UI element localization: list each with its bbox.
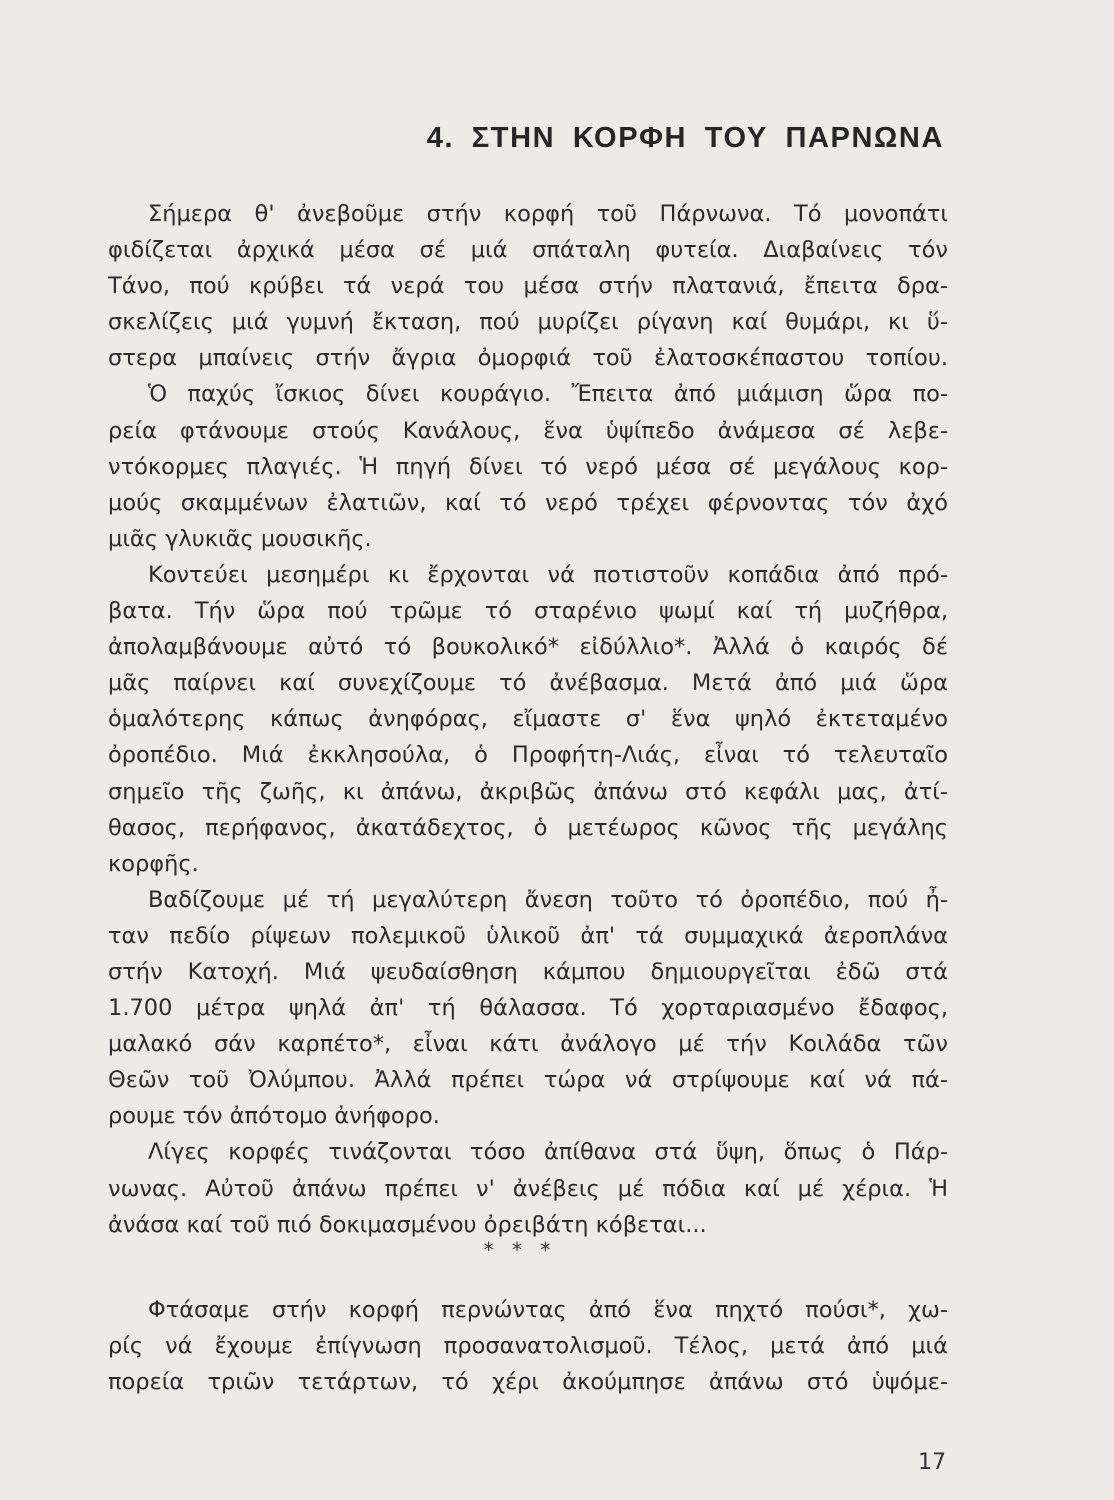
text-line: ὁμαλότερης κάπως ἀνηφόρας, εἴμαστε σ' ἕνα ψηλό ἐκτεταμένο — [108, 706, 948, 733]
text-line: 1.700 μέτρα ψηλά ἀπ' τή θάλασσα. Τό χορταριασμένο ἔδαφος, — [108, 995, 948, 1022]
text-line: μούς σκαμμένων ἐλατιῶν, καί τό νερό τρέχει φέρνοντας τόν ἀχό — [108, 489, 948, 516]
text-line: Βαδίζουμε μέ τή μεγαλύτερη ἄνεση τοῦτο τό ὀροπέδιο, πού ἦ- — [148, 886, 948, 913]
text-line: ταν πεδίο ρίψεων πολεμικοῦ ὑλικοῦ ἀπ' τά συμμαχικά ἀεροπλάνα — [108, 922, 948, 949]
text-line: Τάνο, πού κρύβει τά νερά του μέσα στήν πλατανιά, ἔπειτα δρα- — [108, 273, 948, 300]
text-line: πορεία τριῶν τετάρτων, τό χέρι ἀκούμπησε ἀπάνω στό ὑψόμε- — [108, 1369, 948, 1396]
text-line: μᾶς παίρνει καί συνεχίζουμε τό ἀνέβασμα. Μετά ἀπό μιά ὥρα — [108, 670, 948, 697]
text-line: ἀπολαμβάνουμε αὐτό τό βουκολικό* εἰδύλλιο*. Ἀλλά ὁ καιρός δέ — [108, 634, 948, 661]
text-line: ρίς νά ἔχουμε ἐπίγνωση προσανατολισμοῦ. Τέλος, μετά ἀπό μιά — [108, 1333, 948, 1360]
text-line: ρεία φτάνουμε στούς Κανάλους, ἕνα ὑψίπεδο ἀνάμεσα σέ λεβε- — [108, 417, 948, 444]
text-line: βατα. Τήν ὥρα πού τρῶμε τό σταρένιο ψωμί καί τή μυζήθρα, — [108, 598, 948, 625]
text-line: σημεῖο τῆς ζωῆς, κι ἀπάνω, ἀκριβῶς ἀπάνω στό κεφάλι μας, ἀτί- — [108, 778, 948, 805]
body-text-lower — [108, 1292, 948, 1400]
text-line: ρουμε τόν ἀπότομο ἀνήφορο. — [108, 1103, 440, 1130]
text-line: ὀροπέδιο. Μιά ἐκκλησούλα, ὁ Προφήτη-Λιάς, εἶναι τό τελευταῖο — [108, 742, 948, 769]
text-line: στερα μπαίνεις στήν ἄγρια ὀμορφιά τοῦ ἐλατοσκέπαστου τοπίου. — [108, 345, 948, 372]
body-text-upper — [108, 196, 948, 1243]
page-number: 17 — [918, 1450, 946, 1475]
text-line: νωνας. Αὐτοῦ ἀπάνω πρέπει ν' ἀνέβεις μέ πόδια καί μέ χέρια. Ἡ — [108, 1175, 948, 1202]
text-line: Κοντεύει μεσημέρι κι ἔρχονται νά ποτιστοῦν κοπάδια ἀπό πρό- — [148, 561, 948, 588]
text-line: μιᾶς γλυκιᾶς μουσικῆς. — [108, 525, 372, 552]
text-line: ντόκορμες πλαγιές. Ἡ πηγή δίνει τό νερό μέσα σέ μεγάλους κορ- — [108, 453, 948, 480]
text-line: Φτάσαμε στήν κορφή περνώντας ἀπό ἕνα πηχτό πούσι*, χω- — [148, 1297, 948, 1323]
text-line: Ὁ παχύς ἴσκιος δίνει κουράγιο. Ἔπειτα ἀπό μιάμιση ὥρα πο- — [148, 381, 948, 408]
text-line: στήν Κατοχή. Μιά ψευδαίσθηση κάμπου δημιουργεῖται ἐδῶ στά — [108, 958, 948, 985]
text-line: Θεῶν τοῦ Ὀλύμπου. Ἀλλά πρέπει τώρα νά στρίψουμε καί νά πά- — [108, 1067, 948, 1094]
section-separator: * * * — [483, 1238, 557, 1262]
text-line: Σήμερα θ' ἀνεβοῦμε στήν κορφή τοῦ Πάρνωνα. Τό μονοπάτι — [148, 201, 948, 227]
text-line: σκελίζεις μιά γυμνή ἔκταση, πού μυρίζει ρίγανη καί θυμάρι, κι ὕ- — [108, 309, 948, 336]
text-line: κορφῆς. — [108, 850, 199, 877]
text-line: θασος, περήφανος, ἀκατάδεχτος, ὁ μετέωρος κῶνος τῆς μεγάλης — [108, 814, 948, 841]
text-line: Λίγες κορφές τινάζονται τόσο ἀπίθανα στά ὕψη, ὅπως ὁ Πάρ- — [148, 1139, 948, 1166]
text-line: φιδίζεται ἀρχικά μέσα σέ μιά σπάταλη φυτεία. Διαβαίνεις τόν — [108, 237, 948, 264]
text-line: ἀνάσα καί τοῦ πιό δοκιμασμένου ὀρειβάτη κόβεται... — [108, 1211, 707, 1238]
text-line: μαλακό σάν καρπέτο*, εἶναι κάτι ἀνάλογο μέ τήν Κοιλάδα τῶν — [108, 1031, 948, 1058]
chapter-title: 4. ΣΤΗΝ ΚΟΡΦΗ ΤΟΥ ΠΑΡΝΩΝΑ — [426, 122, 944, 154]
